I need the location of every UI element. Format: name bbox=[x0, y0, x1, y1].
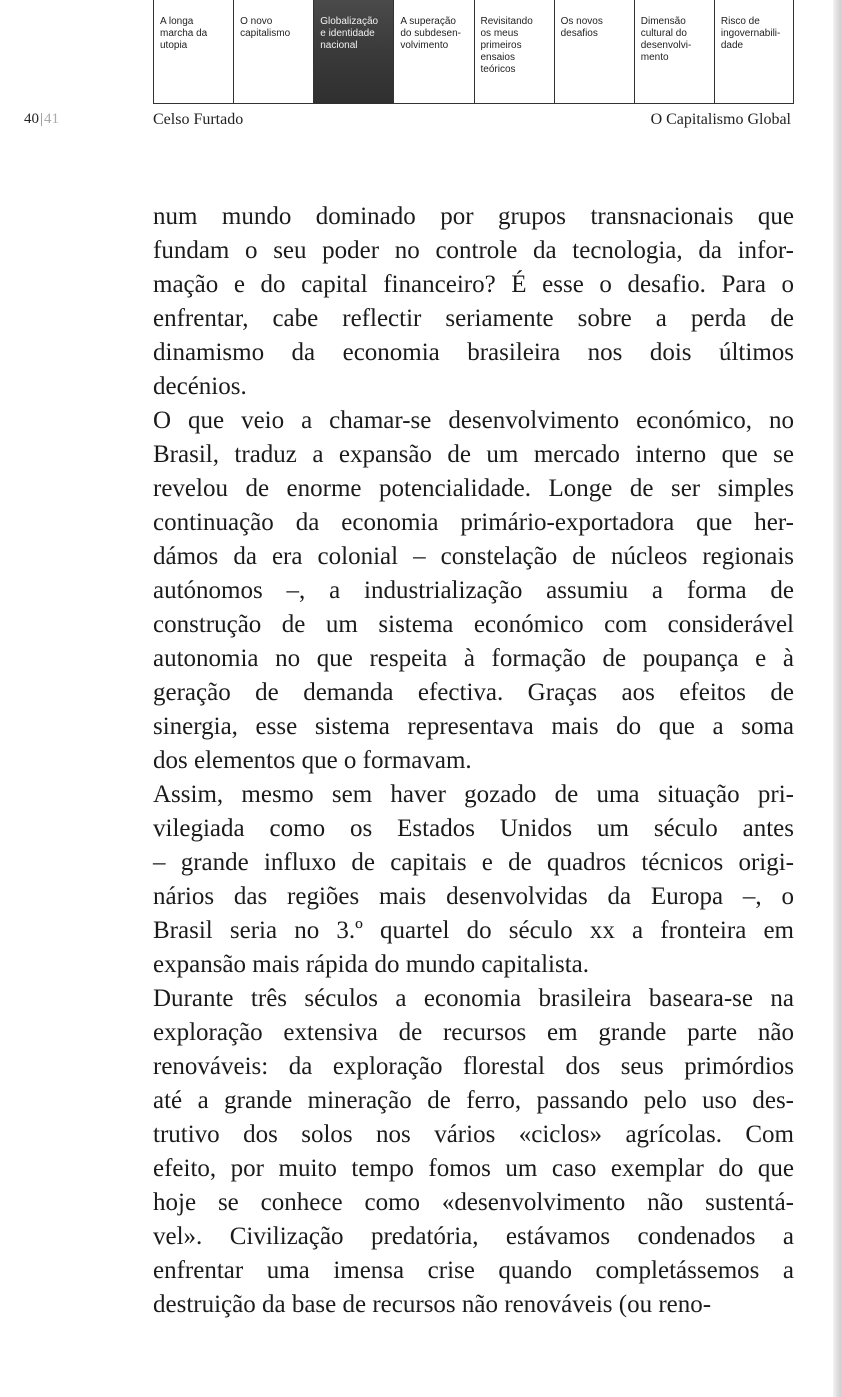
text-line: dos elementos que o formavam. bbox=[153, 747, 472, 774]
paragraph bbox=[153, 200, 794, 404]
paragraph bbox=[153, 404, 794, 778]
paragraph bbox=[153, 982, 794, 1322]
text-line: autonomia no que respeita à formação de poupança e à bbox=[153, 645, 794, 672]
text-line: renováveis: da exploração florestal dos seus primórdios bbox=[153, 1053, 794, 1080]
text-line: expansão mais rápida do mundo capitalista. bbox=[153, 951, 589, 978]
text-line: efeito, por muito tempo fomos um caso exemplar do que bbox=[153, 1155, 794, 1182]
text-line: Brasil seria no 3.º quartel do século xx a fronteira em bbox=[153, 917, 794, 944]
chapter-tab[interactable]: A longa marcha da utopia bbox=[153, 0, 233, 104]
text-line: exploração extensiva de recursos em grande parte não bbox=[153, 1019, 794, 1046]
chapter-tab[interactable]: O novo capitalismo bbox=[233, 0, 313, 104]
text-line: vilegiada como os Estados Unidos um século antes bbox=[153, 815, 794, 842]
text-line: autónomos –, a industrialização assumiu a forma de bbox=[153, 577, 794, 604]
text-line: continuação da economia primário-exportadora que her- bbox=[153, 509, 794, 536]
text-line: enfrentar, cabe reflectir seriamente sobre a perda de bbox=[153, 305, 794, 332]
chapter-tab[interactable]: Risco de ingovernabili- dade bbox=[714, 0, 794, 104]
text-line: nários das regiões mais desenvolvidas da Europa –, o bbox=[153, 883, 794, 910]
page-number: 40 bbox=[24, 111, 39, 127]
folio bbox=[24, 111, 59, 128]
text-line: decénios. bbox=[153, 373, 247, 400]
chapter-tab-bar bbox=[153, 0, 794, 104]
next-page-number: 41 bbox=[44, 111, 60, 127]
text-line: O que veio a chamar-se desenvolvimento económico, no bbox=[153, 407, 794, 434]
text-line: Durante três séculos a economia brasileira baseara-se na bbox=[153, 985, 794, 1012]
text-line: vel». Civilização predatória, estávamos condenados a bbox=[153, 1223, 794, 1250]
text-line: dinamismo da economia brasileira nos dois últimos bbox=[153, 339, 794, 366]
text-line: construção de um sistema económico com considerável bbox=[153, 611, 794, 638]
text-line: – grande influxo de capitais e de quadros técnicos origi- bbox=[153, 849, 794, 876]
chapter-tab[interactable]: Globalização e identidade nacional bbox=[313, 0, 393, 104]
running-header bbox=[0, 111, 841, 131]
text-line: fundam o seu poder no controle da tecnologia, da infor- bbox=[153, 237, 794, 264]
folio-separator: | bbox=[40, 111, 44, 127]
text-line: num mundo dominado por grupos transnacionais que bbox=[153, 203, 794, 230]
text-line: dámos da era colonial – constelação de núcleos regionais bbox=[153, 543, 794, 570]
page-edge-shadow bbox=[833, 0, 841, 1397]
chapter-tab[interactable]: Dimensão cultural do desenvolvi- mento bbox=[634, 0, 714, 104]
text-line: enfrentar uma imensa crise quando completássemos a bbox=[153, 1257, 794, 1284]
text-line: até a grande mineração de ferro, passando pelo uso des- bbox=[153, 1087, 794, 1114]
text-line: revelou de enorme potencialidade. Longe de ser simples bbox=[153, 475, 794, 502]
body-text bbox=[153, 200, 794, 1322]
text-line: Brasil, traduz a expansão de um mercado interno que se bbox=[153, 441, 794, 468]
text-line: destruição da base de recursos não renováveis (ou reno- bbox=[153, 1291, 712, 1318]
author-name: Celso Furtado bbox=[153, 111, 244, 128]
chapter-tab[interactable]: Os novos desafios bbox=[554, 0, 634, 104]
text-line: geração de demanda efectiva. Graças aos efeitos de bbox=[153, 679, 794, 706]
text-line: trutivo dos solos nos vários «ciclos» agrícolas. Com bbox=[153, 1121, 794, 1148]
book-title: O Capitalismo Global bbox=[650, 111, 791, 128]
paragraph bbox=[153, 778, 794, 982]
chapter-tab[interactable]: A superação do subdesen- volvimento bbox=[393, 0, 473, 104]
chapter-tab[interactable]: Revisitando os meus primeiros ensaios teóricos bbox=[474, 0, 554, 104]
text-line: sinergia, esse sistema representava mais do que a soma bbox=[153, 713, 794, 740]
text-line: mação e do capital financeiro? É esse o desafio. Para o bbox=[153, 271, 794, 298]
text-line: Assim, mesmo sem haver gozado de uma situação pri- bbox=[153, 781, 794, 808]
text-line: hoje se conhece como «desenvolvimento não sustentá- bbox=[153, 1189, 794, 1216]
